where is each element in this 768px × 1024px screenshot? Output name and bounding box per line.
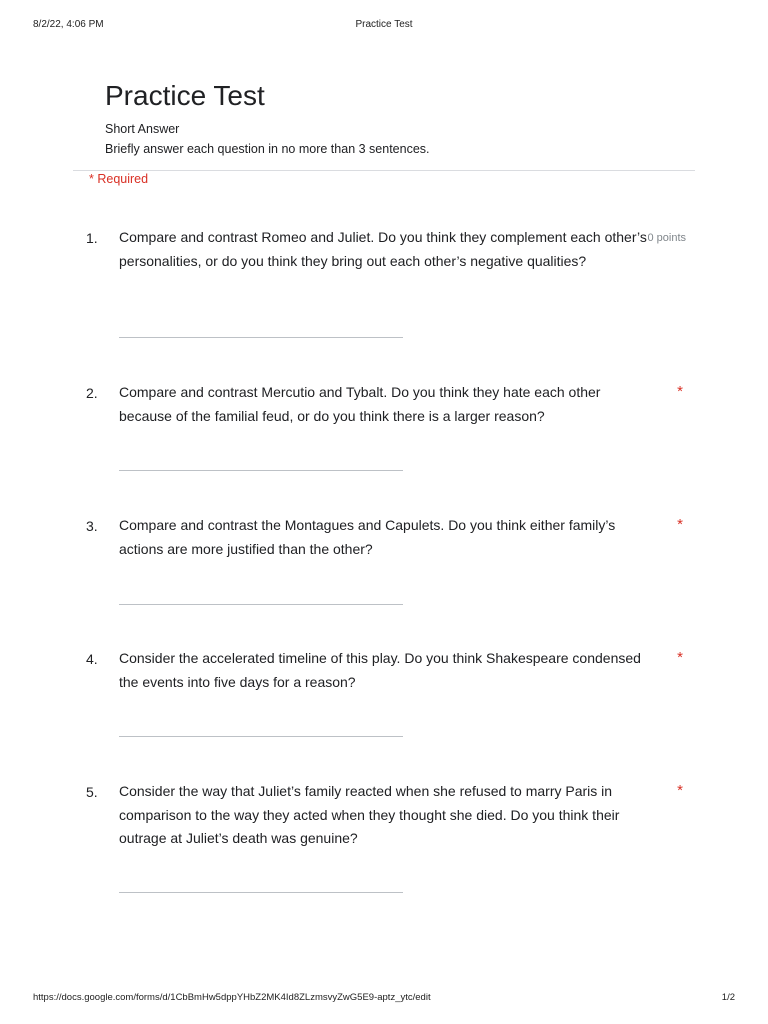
form-title: Practice Test [105, 80, 265, 111]
question-number: 3. [86, 518, 98, 534]
form-description-line-2: Briefly answer each question in no more than 3 sentences. [105, 142, 430, 156]
question-text: Consider the accelerated timeline of this play. Do you think Shakespeare condensed the events into five days for a reason? [119, 650, 641, 690]
header-divider [73, 170, 695, 171]
answer-field[interactable] [119, 337, 403, 338]
answer-field[interactable] [119, 604, 403, 605]
print-doc-title: Practice Test [355, 19, 413, 30]
answer-field[interactable] [119, 892, 403, 893]
question-text: Consider the way that Juliet’s family reacted when she refused to marry Paris in comparison to the way they acted when they thought she died. Do you think their outrage at Juliet’s death was genuine? [119, 783, 620, 846]
print-footer [33, 992, 735, 1006]
required-asterisk: * [677, 782, 683, 799]
answer-field[interactable] [119, 736, 403, 737]
form-description-line-1: Short Answer [105, 122, 180, 136]
question-number: 5. [86, 784, 98, 800]
required-asterisk: * [677, 516, 683, 533]
question-points: 0 points [647, 232, 686, 244]
question-number: 1. [86, 230, 98, 246]
print-datetime: 8/2/22, 4:06 PM [33, 19, 104, 30]
question-text: Compare and contrast the Montagues and Capulets. Do you think either family’s actions are more justified than the other? [119, 517, 616, 557]
question-number: 4. [86, 651, 98, 667]
question-number: 2. [86, 385, 98, 401]
required-asterisk: * [677, 649, 683, 666]
answer-field[interactable] [119, 470, 403, 471]
page-number: 1/2 [721, 992, 735, 1003]
print-header [33, 19, 735, 33]
question-text: Compare and contrast Mercutio and Tybalt. Do you think they hate each other because of the familial feud, or do you think there is a larger reason? [119, 384, 601, 424]
question-text: Compare and contrast Romeo and Juliet. Do you think they complement each other’s personalities, or do you think they bring out each other’s negative qualities? [119, 229, 647, 269]
required-note: * Required [89, 172, 149, 186]
print-url: https://docs.google.com/forms/d/1CbBmHw5dppYHbZ2MK4Id8ZLzmsvyZwG5E9-aptz_ytc/edit [33, 992, 431, 1003]
required-asterisk: * [677, 383, 683, 400]
